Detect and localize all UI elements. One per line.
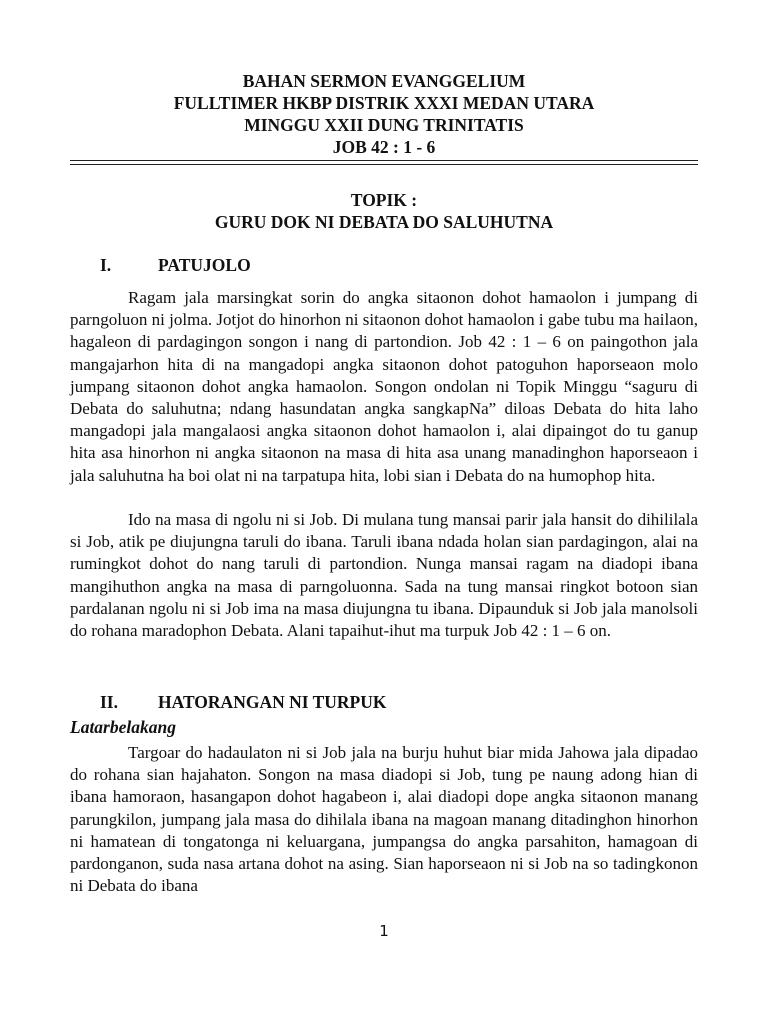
header-line-2: FULLTIMER HKBP DISTRIK XXXI MEDAN UTARA [173, 93, 595, 113]
header-line-3: MINGGU XXII DUNG TRINITATIS [244, 115, 524, 135]
topic-label: TOPIK : [350, 190, 418, 210]
section-1-number: I. [100, 255, 112, 275]
section-1-heading [100, 255, 251, 276]
page-number: 1 [379, 922, 389, 940]
header-line-1: BAHAN SERMON EVANGGELIUM [242, 71, 526, 91]
section-2-paragraph-1: Targoar do hadaulaton ni si Job jala na burju huhut biar mida Jahowa jala dipadao do rohana sian hajahaton. Songon na masa diadopi si Job, tung pe naung adong hian di ibana hamoraon, hasangapon dohot hagabeon i, alai diadopi dope angka sitaonon manang parungkilon, jumpang jala masa do dihilala ibana na magoan manang ditadinghon hinorhon ni hamatean di tongatonga ni keluargana, jumpangsa do angka parsahiton, hamagoan di pardonganon, suda nasa artana dohot na asing. Sian haporseaon ni si Job na so tadingkonon ni Debata do ibana [70, 743, 698, 896]
section-1-title: PATUJOLO [158, 255, 251, 275]
section-1-paragraph-2: Ido na masa di ngolu ni si Job. Di mulana tung mansai parir jala hansit do dihililala si Job, atik pe diujungna taruli do ibana. Taruli ibana ndada holan sian pardagingon, alai na rumingkot dohot do nang taruli di partondion. Nunga mansai ragam na diadopi ibana mangihuthon angka na masa di parngoluonna. Sada na tung mansai ringkot botoon sian pardalanan ngolu ni si Job ima na masa diujungna tu ibana. Dipaunduk si Job jala manolsoli do rohana maradophon Debata. Alani tapaihut-ihut ma turpuk Job 42 : 1 – 6 on. [70, 510, 698, 641]
header-divider-bottom [70, 164, 698, 165]
section-2-title: HATORANGAN NI TURPUK [158, 692, 387, 712]
section-1-paragraph-1: Ragam jala marsingkat sorin do angka sitaonon dohot hamaolon i jumpang di parngoluon ni jolma. Jotjot do hinorhon ni sitaonon dohot hamaolon i gabe tubu ma hailaon, hagaleon di pardagingon songon i nang di partondion. Job 42 : 1 – 6 on paingothon jala mangajarhon hita di na mangadopi angka sitaonon dohot patoguhon haporseaon molo jumpang sitaonon dohot angka hamaolon. Songon ondolan ni Topik Minggu “saguru di Debata do saluhutna; ndang hasundatan angka sangkapNa” diloas Debata do hita laho mangadopi jala mangalaosi angka sitaonon dohot hamaolon i, alai dipaingot do tu ganup hita asa hinorhon ni angka sitaonon na masa di hita asa unang manadinghon haporseaon i jala saluhutna ha boi olat ni na tarpatupa hita, lobi sian i Debata do na humophop hita. [70, 288, 698, 485]
header-line-4: JOB 42 : 1 - 6 [332, 137, 436, 157]
section-2-number: II. [100, 692, 118, 712]
topic-title: GURU DOK NI DEBATA DO SALUHUTNA [214, 212, 554, 232]
document-header [60, 70, 708, 158]
topic-block [60, 189, 708, 233]
section-2-heading [100, 692, 387, 713]
header-divider-top [70, 160, 698, 161]
section-2-subheading: Latarbelakang [70, 717, 176, 737]
